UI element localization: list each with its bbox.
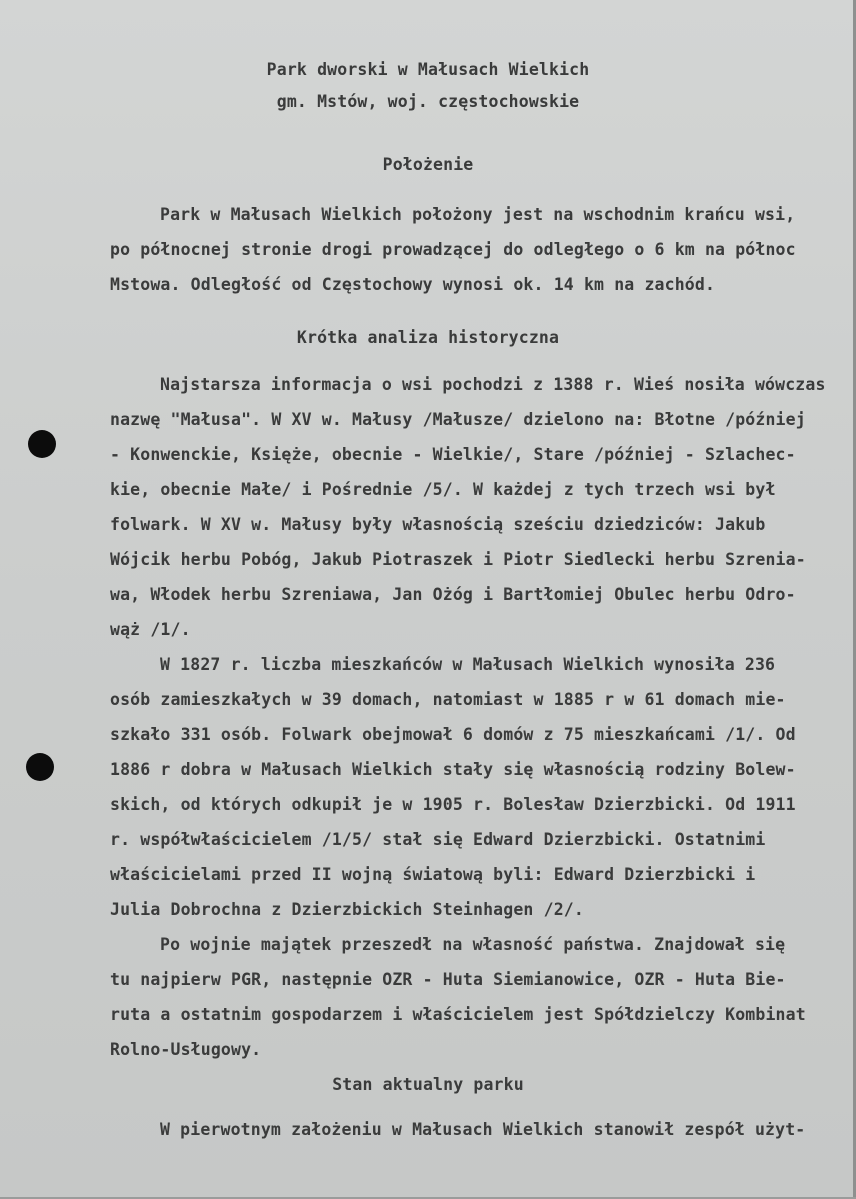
body-line: 1886 r dobra w Małusach Wielkich stały się własnością rodziny Bolew-	[110, 760, 796, 779]
body-line: Park w Małusach Wielkich położony jest na wschodnim krańcu wsi,	[160, 205, 796, 224]
section-heading-history: Krótka analiza historyczna	[296, 328, 560, 347]
section-heading-location: Położenie	[382, 155, 474, 174]
section-heading-state: Stan aktualny parku	[332, 1075, 524, 1094]
body-line: wąż /1/.	[110, 620, 191, 639]
body-line: Wójcik herbu Pobóg, Jakub Piotraszek i Piotr Siedlecki herbu Szrenia-	[110, 550, 806, 569]
body-line: Po wojnie majątek przeszedł na własność państwa. Znajdował się	[160, 935, 786, 954]
body-line: osób zamieszkałych w 39 domach, natomiast w 1885 r w 61 domach mie-	[110, 690, 786, 709]
body-line: nazwę "Małusa". W XV w. Małusy /Małusze/ dzielono na: Błotne /później	[110, 410, 806, 429]
body-line: r. współwłaścicielem /1/5/ stał się Edward Dzierzbicki. Ostatnimi	[110, 830, 766, 849]
punch-hole-lower	[26, 753, 54, 781]
body-line: Julia Dobrochna z Dzierzbickich Steinhagen /2/.	[110, 900, 584, 919]
body-line: Najstarsza informacja o wsi pochodzi z 1388 r. Wieś nosiła wówczas	[160, 375, 826, 394]
document-subtitle: gm. Mstów, woj. częstochowskie	[276, 92, 580, 111]
body-line: ruta a ostatnim gospodarzem i właścicielem jest Spółdzielczy Kombinat	[110, 1005, 806, 1024]
punch-hole-upper	[28, 430, 56, 458]
body-line: W pierwotnym założeniu w Małusach Wielkich stanowił zespół użyt-	[160, 1120, 806, 1139]
document-title: Park dworski w Małusach Wielkich	[266, 60, 590, 79]
body-line: - Konwenckie, Księże, obecnie - Wielkie/, Stare /później - Szlachec-	[110, 445, 796, 464]
body-line: kie, obecnie Małe/ i Pośrednie /5/. W każdej z tych trzech wsi był	[110, 480, 776, 499]
body-line: skich, od których odkupił je w 1905 r. Bolesław Dzierzbicki. Od 1911	[110, 795, 796, 814]
body-line: Rolno-Usługowy.	[110, 1040, 262, 1059]
body-line: W 1827 r. liczba mieszkańców w Małusach Wielkich wynosiła 236	[160, 655, 776, 674]
body-line: właścicielami przed II wojną światową byli: Edward Dzierzbicki i	[110, 865, 756, 884]
body-line: folwark. W XV w. Małusy były własnością sześciu dziedziców: Jakub	[110, 515, 766, 534]
body-line: Mstowa. Odległość od Częstochowy wynosi ok. 14 km na zachód.	[110, 275, 716, 294]
body-line: po północnej stronie drogi prowadzącej do odległego o 6 km na północ	[110, 240, 796, 259]
body-line: szkało 331 osób. Folwark obejmował 6 domów z 75 mieszkańcami /1/. Od	[110, 725, 796, 744]
body-line: wa, Włodek herbu Szreniawa, Jan Ożóg i Bartłomiej Obulec herbu Odro-	[110, 585, 796, 604]
body-line: tu najpierw PGR, następnie OZR - Huta Siemianowice, OZR - Huta Bie-	[110, 970, 786, 989]
